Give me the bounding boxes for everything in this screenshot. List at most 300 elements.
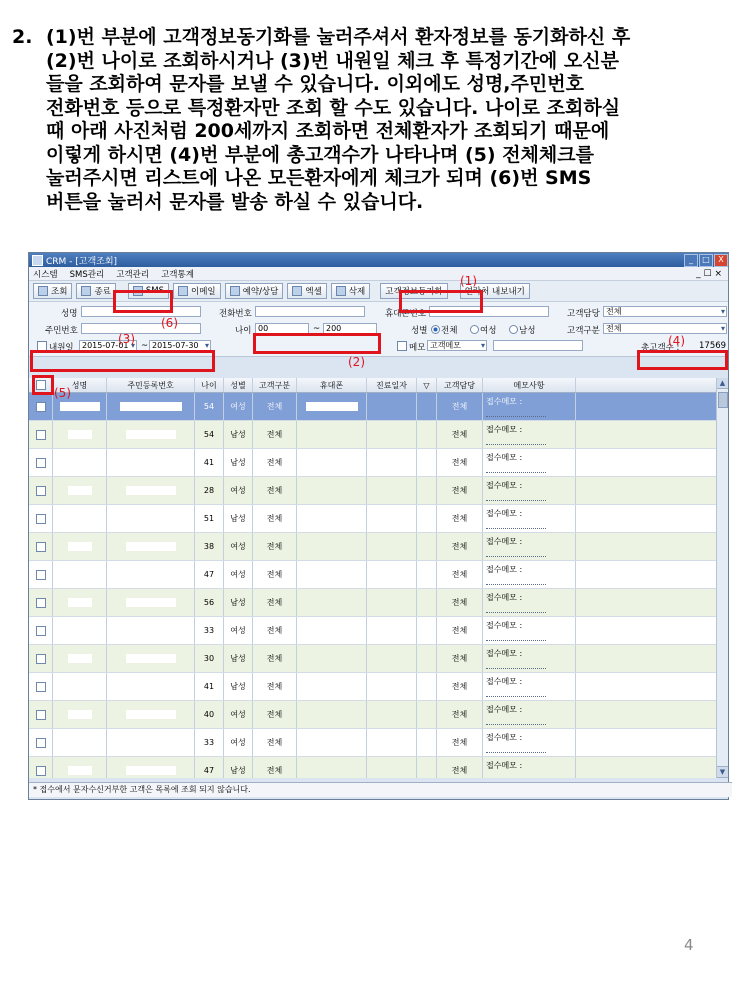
memo-line	[486, 575, 546, 585]
redacted-cell	[107, 589, 195, 616]
row-checkbox[interactable]	[36, 682, 46, 692]
memo-cell	[483, 757, 576, 778]
redacted-cell	[297, 673, 367, 700]
redaction-block	[60, 402, 100, 411]
col-type[interactable]: 고객구분	[253, 378, 297, 392]
redacted-cell	[53, 589, 107, 616]
memo-cell	[483, 589, 576, 616]
empty-cell	[367, 701, 417, 728]
empty-cell	[417, 729, 437, 756]
table-row[interactable]	[29, 505, 716, 533]
redaction-block	[126, 682, 176, 691]
visit-to-date[interactable]: 2015-07-30 ▾	[149, 340, 211, 351]
col-gender[interactable]: 성별	[224, 378, 253, 392]
age-to-input[interactable]: 200	[323, 323, 377, 334]
instruction-line: 이렇게 하시면 (4)번 부분에 총고객수가 나타나며 (5) 전체체크를	[46, 143, 594, 166]
table-row[interactable]	[29, 645, 716, 673]
type-cell: 전체	[253, 701, 297, 728]
redacted-cell	[297, 645, 367, 672]
row-select-cell	[29, 421, 53, 448]
gender-cell: 여성	[224, 701, 253, 728]
redacted-cell	[53, 505, 107, 532]
row-checkbox[interactable]	[36, 738, 46, 748]
empty-cell	[417, 421, 437, 448]
grid-header	[29, 378, 716, 393]
age-from-input[interactable]: 00	[255, 323, 309, 334]
excel-button-label: 엑셀	[305, 287, 322, 297]
empty-cell	[367, 729, 417, 756]
age-cell: 30	[195, 645, 224, 672]
menu-bar	[29, 267, 728, 281]
memo-checkbox[interactable]	[397, 341, 407, 351]
instruction-line: 전화번호 등으로 특정환자만 조회 할 수도 있습니다. 나이로 조회하실	[46, 96, 621, 119]
empty-cell	[417, 449, 437, 476]
memo-line	[486, 435, 546, 445]
total-count-value: 17569	[699, 341, 727, 351]
gender-female-label: 여성	[480, 326, 497, 336]
type-cell: 전체	[253, 589, 297, 616]
phone-label: 전화번호	[219, 309, 252, 319]
redaction-block	[120, 402, 182, 411]
gender-cell: 남성	[224, 673, 253, 700]
row-checkbox[interactable]	[36, 654, 46, 664]
type-cell: 전체	[253, 505, 297, 532]
type-cell: 전체	[253, 673, 297, 700]
type-cell: 전체	[253, 645, 297, 672]
rrn-input[interactable]	[81, 323, 201, 334]
table-row[interactable]	[29, 393, 716, 421]
redacted-cell	[297, 477, 367, 504]
memo-cell	[483, 701, 576, 728]
col-rrn[interactable]: 주민등록번호	[107, 378, 195, 392]
memo-text: 접수메모 :	[486, 397, 523, 406]
row-select-cell	[29, 729, 53, 756]
delete-button-label: 삭제	[348, 287, 366, 297]
age-cell: 41	[195, 449, 224, 476]
memo-text: 접수메모 :	[486, 733, 523, 742]
envelope-icon	[178, 286, 188, 296]
row-checkbox[interactable]	[36, 430, 46, 440]
memo-cell	[483, 421, 576, 448]
row-select-cell	[29, 477, 53, 504]
annotation-box-1	[399, 290, 483, 313]
row-checkbox[interactable]	[36, 486, 46, 496]
email-button-label: 이메일	[191, 287, 216, 297]
table-row[interactable]	[29, 477, 716, 505]
empty-cell	[367, 505, 417, 532]
memo-text: 접수메모 :	[486, 481, 523, 490]
table-row[interactable]	[29, 701, 716, 729]
empty-cell	[417, 477, 437, 504]
redacted-cell	[297, 449, 367, 476]
memo-text: 접수메모 :	[486, 761, 523, 770]
table-row[interactable]	[29, 533, 716, 561]
menu-sms[interactable]: SMS관리	[69, 269, 105, 280]
mobile-label: 휴대폰번호	[385, 309, 427, 319]
gender-all-radio[interactable]	[431, 325, 440, 334]
redacted-cell	[107, 673, 195, 700]
redaction-block	[68, 654, 92, 663]
row-select-cell	[29, 701, 53, 728]
manager-cell: 전체	[437, 561, 483, 588]
redacted-cell	[53, 561, 107, 588]
memo-cell	[483, 645, 576, 672]
type-cell: 전체	[253, 561, 297, 588]
memo-cell	[483, 729, 576, 756]
row-checkbox[interactable]	[36, 766, 46, 776]
empty-cell	[417, 617, 437, 644]
instruction-line: (2)번 나이로 조회하시거나 (3)번 내원일 체크 후 특정기간에 오신분	[46, 49, 619, 72]
phone-input[interactable]	[255, 306, 365, 317]
redacted-cell	[53, 729, 107, 756]
col-manager[interactable]: 고객담당	[437, 378, 483, 392]
memo-cell	[483, 477, 576, 504]
menu-stats[interactable]: 고객통계	[161, 269, 194, 280]
memo-text: 접수메모 :	[486, 453, 523, 462]
memo-line	[486, 463, 546, 473]
excel-button[interactable]	[287, 283, 326, 299]
instruction-line: (1)번 부분에 고객정보동기화를 눌러주셔서 환자정보를 동기화하신 후	[46, 26, 631, 48]
manager-cell: 전체	[437, 393, 483, 420]
type-cell: 전체	[253, 729, 297, 756]
annotation-box-6	[113, 290, 173, 313]
empty-cell	[367, 477, 417, 504]
redaction-block	[126, 738, 176, 747]
gender-cell: 여성	[224, 477, 253, 504]
instruction-line: 버튼을 눌러서 문자를 발송 하실 수 있습니다.	[46, 190, 424, 213]
redaction-block	[68, 626, 92, 635]
col-mobile[interactable]: 휴대폰	[297, 378, 367, 392]
scroll-up-arrow[interactable]: ▲	[717, 378, 728, 389]
manager-cell: 전체	[437, 421, 483, 448]
row-checkbox[interactable]	[36, 458, 46, 468]
type-cell: 전체	[253, 421, 297, 448]
memo-text: 접수메모 :	[486, 509, 523, 518]
scroll-thumb[interactable]	[718, 392, 728, 408]
row-select-cell	[29, 505, 53, 532]
memo-input[interactable]	[493, 340, 583, 351]
memo-line	[486, 491, 546, 501]
instruction-line: 눌러주시면 리스트에 나온 모든환자에게 체크가 되며 (6)번 SMS	[46, 167, 592, 189]
col-name[interactable]: 성명	[53, 378, 107, 392]
gender-cell: 여성	[224, 393, 253, 420]
row-checkbox[interactable]	[36, 542, 46, 552]
gender-cell: 여성	[224, 561, 253, 588]
table-row[interactable]	[29, 561, 716, 589]
memo-label: 메모	[409, 343, 426, 353]
gender-label: 성별	[411, 326, 428, 336]
manager-select[interactable]: 전체 ▾	[603, 306, 727, 317]
reservation-button-label: 예약/상담	[242, 287, 279, 297]
redacted-cell	[107, 393, 195, 420]
memo-cell	[483, 673, 576, 700]
redacted-cell	[107, 645, 195, 672]
instruction-line: 때 아래 사진처럼 200세까지 조회하면 전체환자가 조회되기 때문에	[46, 120, 610, 142]
grid-body	[29, 393, 716, 778]
col-age[interactable]: 나이	[195, 378, 224, 392]
minimize-button[interactable]: _	[684, 254, 698, 267]
empty-cell	[367, 421, 417, 448]
row-checkbox[interactable]	[36, 514, 46, 524]
memo-text: 접수메모 :	[486, 565, 523, 574]
age-cell: 47	[195, 561, 224, 588]
redacted-cell	[297, 421, 367, 448]
menu-system[interactable]: 시스템	[33, 269, 58, 280]
gender-cell: 여성	[224, 533, 253, 560]
gender-male-label: 남성	[519, 326, 536, 336]
memo-cell	[483, 561, 576, 588]
redaction-block	[126, 766, 176, 775]
memo-line	[486, 631, 546, 641]
empty-cell	[417, 393, 437, 420]
redacted-cell	[297, 757, 367, 778]
row-select-cell	[29, 393, 53, 420]
memo-text: 접수메모 :	[486, 593, 523, 602]
redacted-cell	[297, 729, 367, 756]
search-button-label: 조회	[51, 287, 68, 297]
age-cell: 40	[195, 701, 224, 728]
visit-date-label: 내원일	[49, 343, 74, 353]
sms-button-label: SMS	[145, 286, 164, 296]
memo-cell	[483, 393, 576, 420]
annotation-box-2	[253, 333, 381, 354]
instruction-line: 들을 조회하여 문자를 보낼 수 있습니다. 이외에도 성명,주민번호	[46, 73, 584, 95]
col-filter-icon[interactable]: ▽	[417, 378, 437, 392]
gender-cell: 남성	[224, 421, 253, 448]
empty-cell	[417, 673, 437, 700]
redaction-block	[126, 430, 176, 439]
annotation-label-1: (1)	[460, 274, 477, 288]
search-button[interactable]	[33, 283, 72, 299]
calendar-icon	[230, 286, 240, 296]
redaction-block	[126, 570, 176, 579]
redaction-block	[306, 402, 358, 411]
redacted-cell	[53, 421, 107, 448]
empty-cell	[367, 449, 417, 476]
scroll-down-arrow[interactable]: ▼	[717, 766, 728, 778]
row-checkbox[interactable]	[36, 710, 46, 720]
annotation-label-4: (4)	[668, 334, 685, 348]
col-visit-date[interactable]: 진료일자	[367, 378, 417, 392]
empty-cell	[367, 673, 417, 700]
redacted-cell	[107, 533, 195, 560]
total-count-label: 총고객수 :	[641, 343, 680, 353]
redacted-cell	[107, 757, 195, 778]
gender-male-radio[interactable]	[509, 325, 518, 334]
row-select-cell	[29, 533, 53, 560]
redacted-cell	[53, 617, 107, 644]
empty-cell	[417, 589, 437, 616]
type-label: 고객구분	[567, 326, 600, 336]
gender-cell: 남성	[224, 505, 253, 532]
annotation-label-6: (6)	[161, 316, 178, 330]
redaction-block	[68, 682, 92, 691]
gender-all-label: 전체	[441, 326, 458, 336]
empty-cell	[417, 701, 437, 728]
redaction-block	[126, 514, 176, 523]
empty-cell	[417, 533, 437, 560]
row-checkbox[interactable]	[36, 570, 46, 580]
footer-note: * 접수에서 문자수신거부한 고객은 목록에 조회 되지 않습니다.	[29, 782, 732, 797]
page-number: 4	[684, 936, 694, 954]
delete-button[interactable]	[331, 283, 370, 299]
row-select-cell	[29, 673, 53, 700]
redacted-cell	[53, 533, 107, 560]
row-checkbox[interactable]	[36, 626, 46, 636]
type-cell: 전체	[253, 393, 297, 420]
empty-cell	[367, 533, 417, 560]
table-row[interactable]	[29, 421, 716, 449]
table-row[interactable]	[29, 729, 716, 757]
annotation-label-3: (3)	[118, 332, 135, 346]
col-memo[interactable]: 메모사항	[483, 378, 576, 392]
redaction-block	[126, 710, 176, 719]
row-checkbox[interactable]	[36, 402, 46, 412]
redacted-cell	[107, 617, 195, 644]
gender-cell: 남성	[224, 589, 253, 616]
memo-text: 접수메모 :	[486, 649, 523, 658]
annotation-box-5	[32, 375, 54, 395]
redacted-cell	[53, 645, 107, 672]
row-select-cell	[29, 561, 53, 588]
maximize-button[interactable]: □	[699, 254, 713, 267]
redacted-cell	[297, 533, 367, 560]
age-label: 나이	[235, 326, 252, 336]
manager-cell: 전체	[437, 757, 483, 778]
redaction-block	[68, 766, 92, 775]
redacted-cell	[53, 477, 107, 504]
table-row[interactable]	[29, 589, 716, 617]
age-cell: 54	[195, 421, 224, 448]
table-row[interactable]	[29, 449, 716, 477]
memo-line	[486, 547, 546, 557]
type-cell: 전체	[253, 449, 297, 476]
memo-text: 접수메모 :	[486, 705, 523, 714]
gender-female-radio[interactable]	[470, 325, 479, 334]
memo-text: 접수메모 :	[486, 677, 523, 686]
table-row[interactable]	[29, 617, 716, 645]
redacted-cell	[53, 673, 107, 700]
table-row[interactable]	[29, 757, 716, 778]
redaction-block	[126, 626, 176, 635]
redacted-cell	[107, 701, 195, 728]
excel-icon	[292, 286, 302, 296]
manager-cell: 전체	[437, 589, 483, 616]
manager-cell: 전체	[437, 729, 483, 756]
menu-customer[interactable]: 고객관리	[116, 269, 150, 280]
age-cell: 41	[195, 673, 224, 700]
close-button[interactable]: X	[714, 254, 728, 267]
app-icon	[32, 255, 43, 266]
row-select-cell	[29, 617, 53, 644]
empty-cell	[417, 505, 437, 532]
search-icon	[38, 286, 48, 296]
manager-cell: 전체	[437, 617, 483, 644]
memo-cell	[483, 617, 576, 644]
age-cell: 51	[195, 505, 224, 532]
row-select-cell	[29, 449, 53, 476]
empty-cell	[417, 757, 437, 778]
empty-cell	[367, 645, 417, 672]
name-label: 성명	[61, 309, 78, 319]
type-cell: 전체	[253, 617, 297, 644]
gender-cell: 여성	[224, 617, 253, 644]
type-select[interactable]: 전체 ▾	[603, 323, 727, 334]
visit-from-date[interactable]: 2015-07-01 ▾	[79, 340, 137, 351]
empty-cell	[367, 617, 417, 644]
visit-separator: ~	[141, 341, 149, 351]
memo-line	[486, 659, 546, 669]
reservation-button[interactable]	[225, 283, 284, 299]
memo-type-select[interactable]: 고객메모 ▾	[427, 340, 487, 351]
age-cell: 56	[195, 589, 224, 616]
redacted-cell	[107, 421, 195, 448]
age-cell: 47	[195, 757, 224, 778]
age-cell: 28	[195, 477, 224, 504]
memo-text: 접수메모 :	[486, 537, 523, 546]
memo-line	[486, 743, 546, 753]
row-select-cell	[29, 645, 53, 672]
redacted-cell	[107, 477, 195, 504]
manager-label: 고객담당	[567, 309, 600, 319]
empty-cell	[417, 561, 437, 588]
redaction-block	[126, 486, 176, 495]
table-row[interactable]	[29, 673, 716, 701]
type-cell: 전체	[253, 477, 297, 504]
gender-cell: 여성	[224, 729, 253, 756]
redaction-block	[68, 458, 92, 467]
redacted-cell	[107, 505, 195, 532]
redacted-cell	[297, 701, 367, 728]
mdi-controls[interactable]: _ ☐ ×	[696, 268, 722, 279]
manager-cell: 전체	[437, 645, 483, 672]
manager-cell: 전체	[437, 449, 483, 476]
manager-cell: 전체	[437, 505, 483, 532]
row-checkbox[interactable]	[36, 598, 46, 608]
redaction-block	[126, 542, 176, 551]
redaction-block	[68, 486, 92, 495]
redacted-cell	[53, 757, 107, 778]
redacted-cell	[297, 589, 367, 616]
exit-button[interactable]	[76, 283, 115, 299]
delete-icon	[336, 286, 346, 296]
manager-cell: 전체	[437, 477, 483, 504]
redacted-cell	[297, 561, 367, 588]
grid-scrollbar[interactable]	[716, 378, 728, 778]
gender-cell: 남성	[224, 449, 253, 476]
customer-grid	[29, 378, 716, 778]
memo-line	[486, 715, 546, 725]
redacted-cell	[297, 617, 367, 644]
redacted-cell	[107, 729, 195, 756]
type-cell: 전체	[253, 757, 297, 778]
redaction-block	[68, 598, 92, 607]
memo-line	[486, 519, 546, 529]
redaction-block	[68, 430, 92, 439]
rrn-label: 주민번호	[45, 326, 78, 336]
sync-customer-button-label: 고객정보동기화	[385, 287, 443, 297]
exit-icon	[81, 286, 91, 296]
window-title: CRM - [고객조회]	[46, 256, 118, 267]
redacted-cell	[53, 449, 107, 476]
redaction-block	[68, 570, 92, 579]
memo-line	[486, 771, 546, 778]
memo-cell	[483, 449, 576, 476]
exit-button-label: 종료	[94, 287, 111, 297]
email-button[interactable]	[173, 283, 221, 299]
memo-text: 접수메모 :	[486, 621, 523, 630]
title-bar	[29, 253, 728, 267]
